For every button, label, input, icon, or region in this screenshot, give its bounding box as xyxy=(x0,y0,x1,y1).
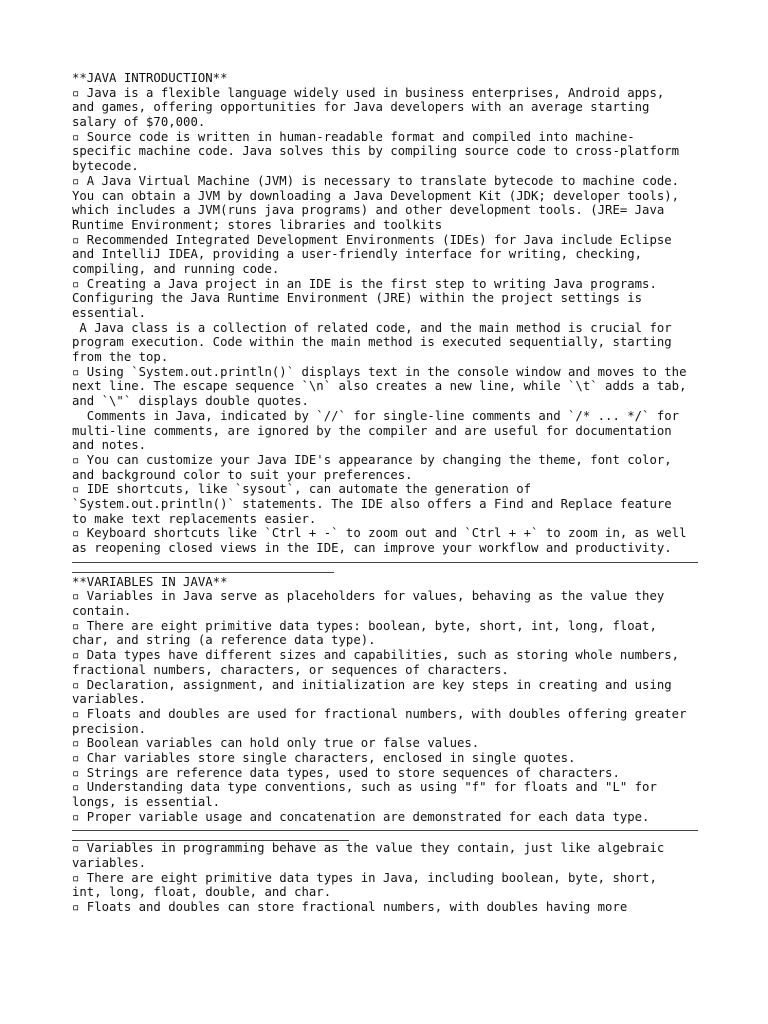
text-line: ▫ Proper variable usage and concatenation are demonstrated for each data type. xyxy=(72,809,650,824)
text-line: multi-line comments, are ignored by the compiler and are useful for documentation xyxy=(72,423,672,438)
text-line: ▫ Keyboard shortcuts like `Ctrl + -` to zoom out and `Ctrl + +` to zoom in, as well xyxy=(72,526,687,541)
text-line: salary of $70,000. xyxy=(72,115,206,130)
text-line: ▫ Char variables store single characters, enclosed in single quotes. xyxy=(72,750,576,765)
text-line: compiling, and running code. xyxy=(72,261,280,276)
text-line: program execution. Code within the main method is executed sequentially, starting xyxy=(72,335,672,350)
text-line: Runtime Environment; stores libraries and toolkits xyxy=(72,217,443,232)
document-page xyxy=(72,71,698,915)
text-line: contain. xyxy=(72,604,132,619)
text-line: ▫ There are eight primitive data types: boolean, byte, short, int, long, float, xyxy=(72,618,657,633)
text-line: ▫ Using `System.out.println()` displays text in the console window and moves to the xyxy=(72,364,687,379)
text-line: essential. xyxy=(72,306,147,320)
text-line: longs, is essential. xyxy=(72,795,221,809)
text-line: ▫ Declaration, assignment, and initialization are key steps in creating and using xyxy=(72,677,672,692)
text-line: Configuring the Java Runtime Environment (JRE) within the project settings is xyxy=(72,291,643,306)
text-line: ▫ You can customize your Java IDE's appearance by changing the theme, font color, xyxy=(72,452,672,467)
section-variables-in-java xyxy=(72,575,698,825)
text-line: ▫ Understanding data type conventions, such as using "f" for floats and "L" for xyxy=(72,780,657,795)
text-line: ▫ Boolean variables can hold only true or false values. xyxy=(72,736,480,751)
horizontal-rule xyxy=(72,562,698,563)
text-line: bytecode. xyxy=(72,159,139,174)
text-line: A Java class is a collection of related code, and the main method is crucial for xyxy=(72,320,672,335)
text-line: and background color to suit your preferences. xyxy=(72,467,413,482)
text-line: Comments in Java, indicated by `//` for single-line comments and `/* ... */` for xyxy=(72,408,680,423)
text-line: and notes. xyxy=(72,438,147,453)
text-line: next line. The escape sequence `\n` also creates a new line, while `\t` adds a tab, xyxy=(72,379,687,394)
text-line: ▫ Variables in programming behave as the value they contain, just like algebraic xyxy=(72,841,665,856)
text-line: precision. xyxy=(72,721,147,736)
text-line: as reopening closed views in the IDE, can improve your workflow and productivity. xyxy=(72,541,672,555)
text-line: ▫ Variables in Java serve as placeholders for values, behaving as the value they xyxy=(72,589,665,604)
text-line: and games, offering opportunities for Java developers with an average starting xyxy=(72,100,650,115)
text-line: ▫ Floats and doubles can store fractional numbers, with doubles having more xyxy=(72,900,628,915)
text-line: ▫ Strings are reference data types, used to store sequences of characters. xyxy=(72,765,620,780)
section-heading: **VARIABLES IN JAVA** xyxy=(72,574,228,589)
text-line: ▫ There are eight primitive data types in Java, including boolean, byte, short, xyxy=(72,870,657,885)
text-line: and `\"` displays double quotes. xyxy=(72,394,309,409)
text-line: ▫ A Java Virtual Machine (JVM) is necessary to translate bytecode to machine code. xyxy=(72,173,680,188)
text-line: fractional numbers, characters, or sequences of characters. xyxy=(72,662,509,677)
text-line: and IntelliJ IDEA, providing a user-friendly interface for writing, checking, xyxy=(72,247,643,262)
text-line: variables. xyxy=(72,692,147,707)
text-line: char, and string (a reference data type). xyxy=(72,633,376,648)
text-line: specific machine code. Java solves this by compiling source code to cross-platform xyxy=(72,144,680,159)
text-line: to make text replacements easier. xyxy=(72,511,317,526)
text-line: ▫ IDE shortcuts, like `sysout`, can automate the generation of xyxy=(72,482,532,497)
text-line: ▫ Source code is written in human-readable format and compiled into machine- xyxy=(72,129,635,144)
text-line: ▫ Floats and doubles are used for fractional numbers, with doubles offering greater xyxy=(72,706,687,721)
horizontal-rule xyxy=(72,830,698,831)
text-line: You can obtain a JVM by downloading a Java Development Kit (JDK; developer tools), xyxy=(72,188,680,203)
text-line: ▫ Creating a Java project in an IDE is the first step to writing Java programs. xyxy=(72,276,657,291)
text-line: ▫ Java is a flexible language widely used in business enterprises, Android apps, xyxy=(72,85,665,100)
text-line: ▫ Recommended Integrated Development Environments (IDEs) for Java include Eclipse xyxy=(72,232,672,247)
text-line: variables. xyxy=(72,856,147,871)
section-heading: **JAVA INTRODUCTION** xyxy=(72,71,228,85)
section-java-introduction xyxy=(72,71,698,556)
text-line: which includes a JVM(runs java programs) and other development tools. (JRE= Java xyxy=(72,203,665,218)
text-line: int, long, float, double, and char. xyxy=(72,885,332,900)
text-line: from the top. xyxy=(72,350,169,365)
section-variables-summary xyxy=(72,841,698,914)
text-line: `System.out.println()` statements. The IDE also offers a Find and Replace feature xyxy=(72,496,672,511)
text-line: ▫ Data types have different sizes and capabilities, such as storing whole numbers, xyxy=(72,648,680,663)
